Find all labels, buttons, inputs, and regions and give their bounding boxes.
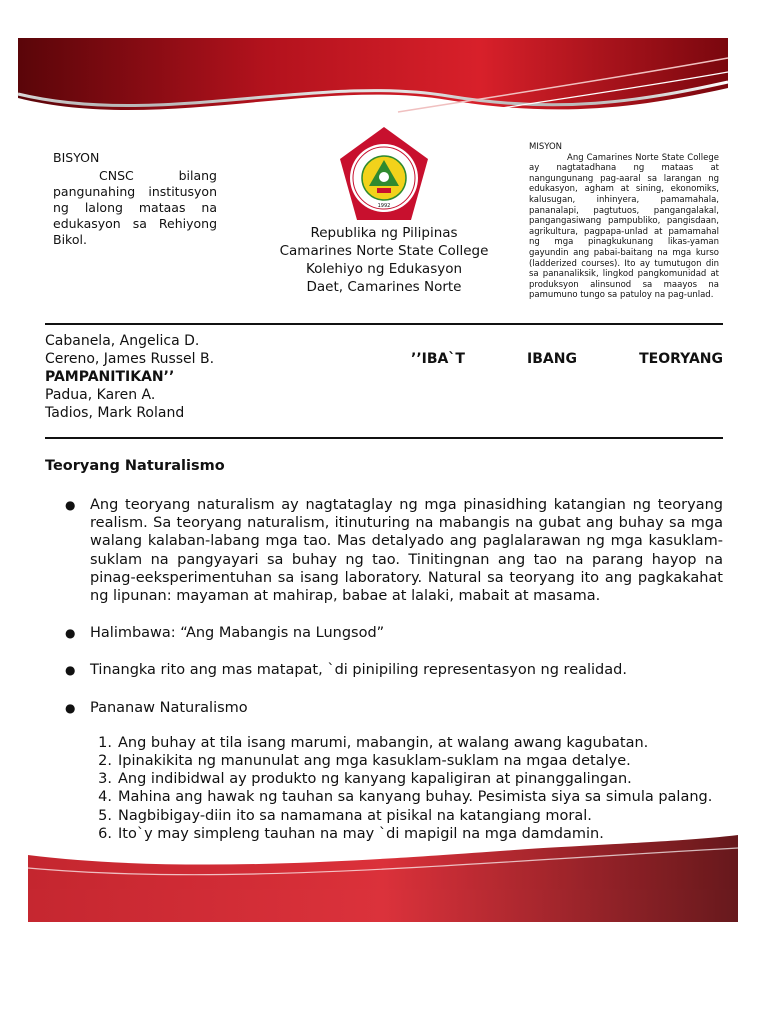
title-word: IBANG bbox=[527, 351, 577, 367]
author-name: Cabanela, Angelica D. bbox=[45, 333, 200, 349]
title-word: ’’IBA`T bbox=[411, 351, 465, 367]
mission-heading: MISYON bbox=[529, 142, 563, 152]
item-number: 3. bbox=[98, 771, 112, 788]
item-number: 1. bbox=[98, 734, 112, 751]
bullet-text: Ang teoryang naturalism ay nagtataglay ng mga pinasidhing katangian ng teoryang realism. Sa teoryang naturalism, itinuturing na mabangis na gubat ang buhay sa mga walang kalaban-labang mga tao. Mas detalyado ang paglalarawan ng mga kasuklam-suklam na pangyayari sa buhay ng tao. Tinitingnan ang tao na parang hayop na pinag-eeksperimentuhan sa isang laboratory. Natural sa teoryang ito ang pagkakahat ng lipunan: mayaman at mahirap, babae at lalaki, mabait at masama. bbox=[90, 497, 723, 605]
title-word: TEORYANG bbox=[639, 351, 723, 367]
bullet-text: Tinangka rito ang mas matapat, `di pinipiling representasyon ng realidad. bbox=[90, 662, 627, 679]
list-item bbox=[65, 624, 723, 642]
vision-heading: BISYON bbox=[53, 150, 100, 165]
divider-bottom bbox=[45, 437, 723, 439]
document-title bbox=[411, 350, 723, 368]
numbered-list bbox=[90, 734, 723, 843]
bullet-text: Halimbawa: “Ang Mabangis na Lungsod” bbox=[90, 625, 385, 642]
item-text: Ito`y may simpleng tauhan na may `di mapigil na mga damdamin. bbox=[118, 825, 604, 842]
author-name: Padua, Karen A. bbox=[45, 387, 156, 403]
bullet-icon: ● bbox=[65, 663, 76, 678]
item-number: 6. bbox=[98, 825, 112, 842]
numbered-item bbox=[90, 734, 723, 752]
vision-block bbox=[53, 150, 217, 248]
address-line-1: Republika ng Pilipinas bbox=[310, 225, 458, 241]
section-title: Teoryang Naturalismo bbox=[45, 458, 225, 474]
address-line-3: Kolehiyo ng Edukasyon bbox=[305, 261, 463, 277]
numbered-item bbox=[90, 752, 723, 770]
mission-text: Ang Camarines Norte State College ay nagtatadhana ng mataas at nangungunang pag-aaral sa larangan ng edukasyon, agham at sining, ekonomiks, kalusugan, inhinyera, pamamahala, pananalapi, pagtutuos, pangangalakal, pangangasiwang pampubliko, pangisdaan, agrikultura, pagpapa-unlad at pamamahal ng mga pinagkukunang likas-yaman gayundin ang pabai-baitang na mga kurso (ladderized courses). Ito ay tumutugon din sa pananaliksik, lingkod pangkomunidad at produksyon alinsunod sa maayos na pamumuno tungo sa patuloy na pag-unlad. bbox=[529, 152, 719, 301]
bullet-icon: ● bbox=[65, 700, 76, 715]
mission-block bbox=[529, 142, 719, 301]
document-title-continued: PAMPANITIKAN’’ bbox=[45, 369, 175, 385]
authors-block bbox=[45, 332, 723, 422]
seal-year: 1992 bbox=[377, 203, 391, 209]
item-number: 2. bbox=[98, 753, 112, 770]
header-banner bbox=[18, 38, 728, 126]
divider-top bbox=[45, 323, 723, 325]
item-text: Ipinakikita ng manunulat ang mga kasuklam-suklam na mgaa detalye. bbox=[118, 753, 631, 770]
college-address bbox=[264, 224, 504, 296]
item-text: Ang indibidwal ay produkto ng kanyang kapaligiran at pinanggalingan. bbox=[118, 771, 632, 788]
address-line-2: Camarines Norte State College bbox=[279, 243, 489, 259]
numbered-item bbox=[90, 770, 723, 788]
bullet-icon: ● bbox=[65, 626, 76, 641]
list-item bbox=[65, 661, 723, 679]
bullet-icon: ● bbox=[65, 498, 76, 512]
author-name: Tadios, Mark Roland bbox=[45, 405, 185, 421]
document-body bbox=[65, 496, 723, 843]
item-text: Ang buhay at tila isang marumi, mabangin, at walang awang kagubatan. bbox=[118, 734, 649, 751]
numbered-item bbox=[90, 807, 723, 825]
item-text: Mahina ang hawak ng tauhan sa kanyang buhay. Pesimista siya sa simula palang. bbox=[118, 789, 713, 806]
address-line-4: Daet, Camarines Norte bbox=[306, 279, 462, 295]
vision-text: CNSC bilang pangunahing institusyon ng lalong mataas na edukasyon sa Rehiyong Bikol. bbox=[53, 168, 217, 247]
footer-banner bbox=[28, 834, 738, 922]
item-number: 4. bbox=[98, 789, 112, 806]
item-text: Nagbibigay-diin ito sa namamana at pisikal na katangiang moral. bbox=[118, 807, 592, 824]
bullet-text: Pananaw Naturalismo bbox=[90, 699, 248, 716]
numbered-item bbox=[90, 788, 723, 806]
item-number: 5. bbox=[98, 807, 112, 824]
list-item bbox=[65, 699, 723, 717]
author-name: Cereno, James Russel B. bbox=[45, 351, 215, 367]
list-item bbox=[65, 496, 723, 605]
college-seal-logo bbox=[337, 124, 431, 224]
